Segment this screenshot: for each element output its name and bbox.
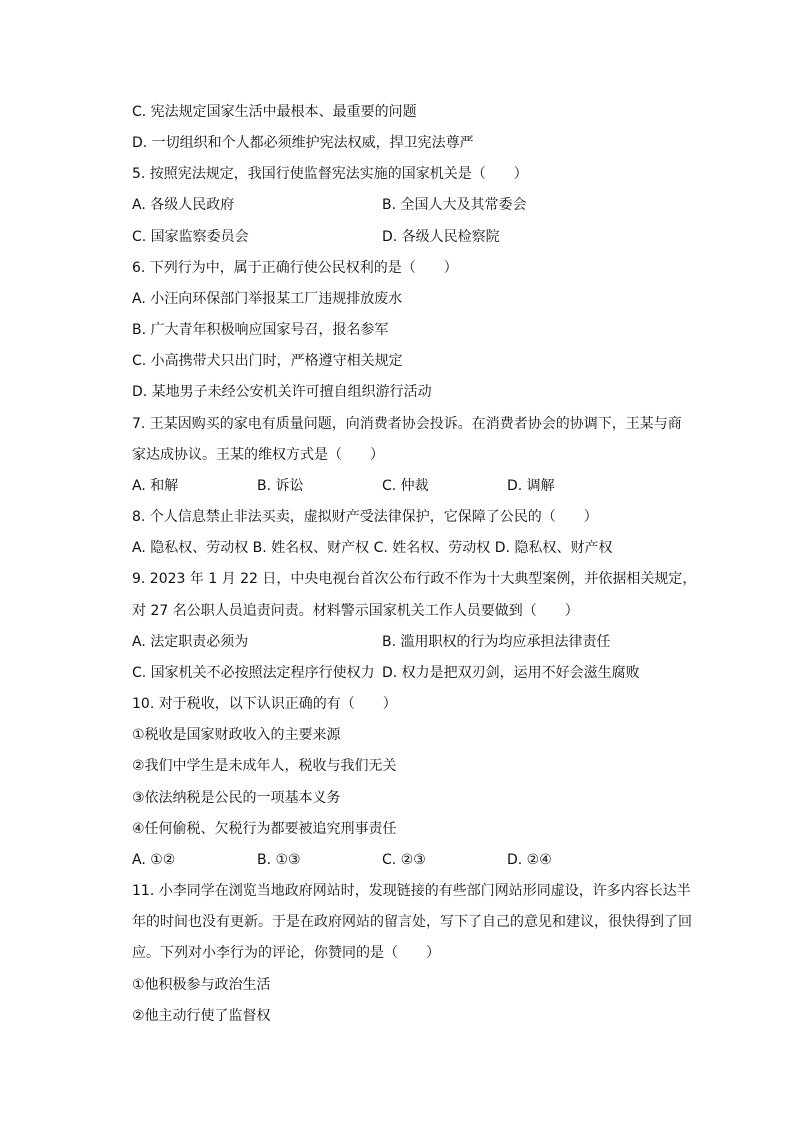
q10-option-d: D. ②④: [507, 852, 552, 868]
q10-statement-2: ②我们中学生是未成年人，税收与我们无关: [132, 758, 397, 774]
q6-option-a: A. 小汪向环保部门举报某工厂违规排放废水: [132, 291, 403, 307]
q7-option-c: C. 仲裁: [382, 478, 429, 494]
question-8: 8. 个人信息禁止非法买卖，虚拟财产受法律保护，它保障了公民的（ ）: [132, 509, 598, 525]
q10-option-a: A. ①②: [132, 852, 176, 868]
q5-option-b: B. 全国人大及其常委会: [382, 197, 527, 213]
q9-option-d: D. 权力是把双刃剑，运用不好会滋生腐败: [382, 665, 640, 681]
question-5: 5. 按照宪法规定，我国行使监督宪法实施的国家机关是（ ）: [132, 166, 528, 182]
q7-option-a: A. 和解: [132, 478, 179, 494]
q6-option-d: D. 某地男子未经公安机关许可擅自组织游行活动: [132, 384, 432, 400]
q10-statement-1: ①税收是国家财政收入的主要来源: [132, 727, 341, 743]
question-11-line-3: 应。下列对小李行为的评论，你赞同的是（ ）: [132, 945, 440, 961]
q11-statement-1: ①他积极参与政治生活: [132, 977, 271, 993]
question-9-line-2: 对 27 名公职人员追责问责。材料警示国家机关工作人员要做到（ ）: [132, 603, 579, 619]
q10-statement-3: ③依法纳税是公民的一项基本义务: [132, 790, 341, 806]
q9-option-a: A. 法定职责必须为: [132, 634, 249, 650]
q5-option-d: D. 各级人民检察院: [382, 229, 500, 245]
question-10: 10. 对于税收，以下认识正确的有（ ）: [132, 696, 397, 712]
q6-option-b: B. 广大青年积极响应国家号召，报名参军: [132, 322, 389, 338]
q7-option-d: D. 调解: [507, 478, 555, 494]
q11-statement-2: ②他主动行使了监督权: [132, 1008, 271, 1024]
question-9-line-1: 9. 2023 年 1 月 22 日，中央电视台首次公布行政不作为十大典型案例，并依据相关规定，: [132, 571, 697, 587]
question-7-line-1: 7. 王某因购买的家电有质量问题，向消费者协会投诉。在消费者协会的协调下，王某与商: [132, 416, 682, 432]
q4-option-d: D. 一切组织和个人都必须维护宪法权威，捍卫宪法尊严: [132, 135, 474, 151]
q10-statement-4: ④任何偷税、欠税行为都要被追究刑事责任: [132, 821, 397, 837]
question-11-line-1: 11. 小李同学在浏览当地政府网站时，发现链接的有些部门网站形同虚设，许多内容长达半: [132, 883, 691, 899]
q9-option-c: C. 国家机关不必按照法定程序行使权力: [132, 665, 375, 681]
q5-option-c: C. 国家监察委员会: [132, 229, 249, 245]
q7-option-b: B. 诉讼: [257, 478, 304, 494]
q8-options: A. 隐私权、劳动权 B. 姓名权、财产权 C. 姓名权、劳动权 D. 隐私权、财产权: [132, 540, 613, 556]
q9-option-b: B. 滥用职权的行为均应承担法律责任: [382, 634, 611, 650]
q10-option-c: C. ②③: [382, 852, 426, 868]
q5-option-a: A. 各级人民政府: [132, 197, 235, 213]
q10-option-b: B. ①③: [257, 852, 301, 868]
q6-option-c: C. 小高携带犬只出门时，严格遵守相关规定: [132, 353, 403, 369]
question-6: 6. 下列行为中，属于正确行使公民权利的是（ ）: [132, 260, 458, 276]
question-7-line-2: 家达成协议。王某的维权方式是（ ）: [132, 447, 384, 463]
q4-option-c: C. 宪法规定国家生活中最根本、最重要的问题: [132, 104, 417, 120]
question-11-line-2: 年的时间也没有更新。于是在政府网站的留言处，写下了自己的意见和建议，很快得到了回: [132, 914, 692, 930]
